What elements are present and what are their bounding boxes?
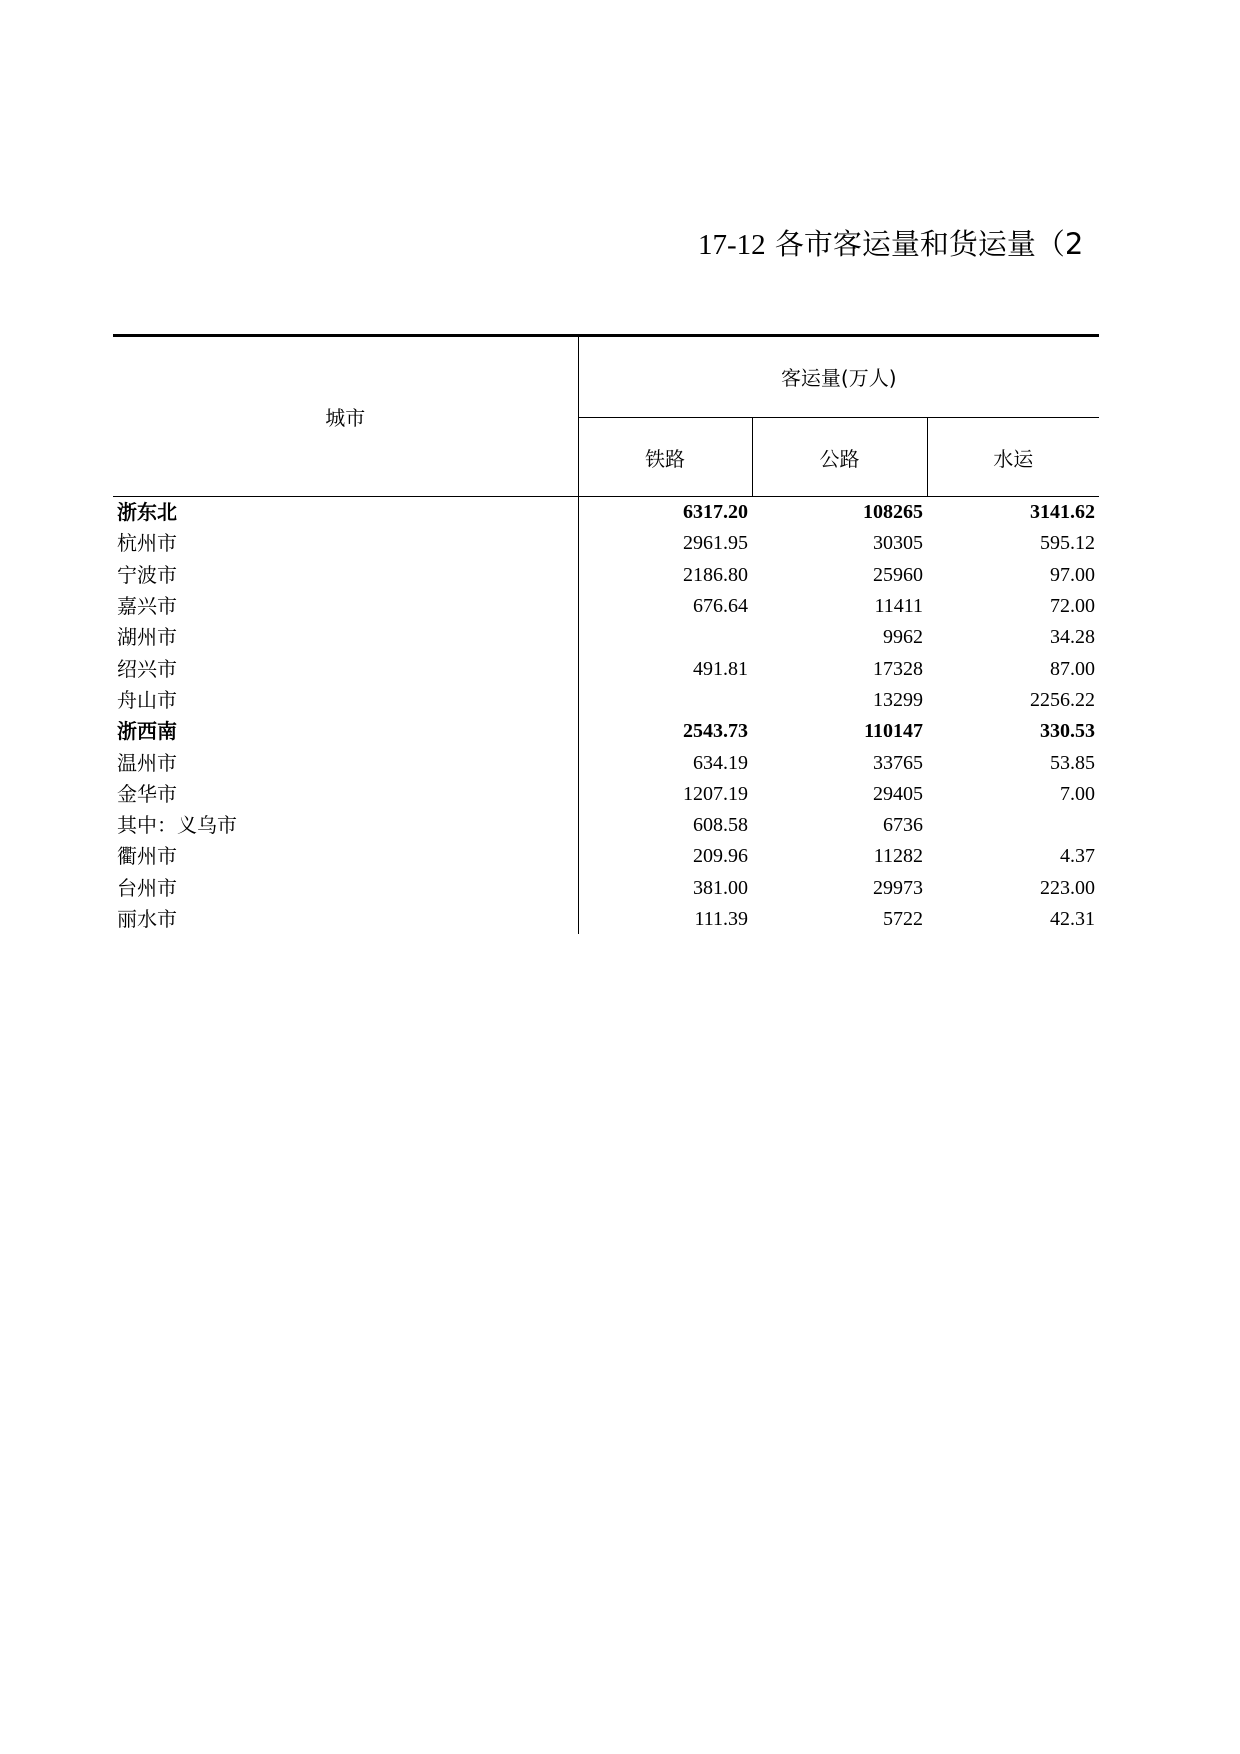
city-cell: 浙西南 bbox=[113, 716, 578, 747]
rail-value-cell: 608.58 bbox=[693, 814, 748, 837]
data-table-container bbox=[113, 334, 1099, 934]
rail-value-cell: 1207.19 bbox=[683, 782, 748, 805]
rail-value-cell: 2961.95 bbox=[683, 532, 748, 555]
city-column-header: 城市 bbox=[113, 336, 578, 497]
road-value-cell: 25960 bbox=[873, 563, 923, 586]
city-cell: 舟山市 bbox=[113, 685, 578, 716]
table-row bbox=[113, 810, 1099, 841]
table-row bbox=[113, 685, 1099, 716]
rail-value-cell: 491.81 bbox=[693, 657, 748, 680]
rail-value-cell: 209.96 bbox=[693, 845, 748, 868]
city-cell: 绍兴市 bbox=[113, 653, 578, 684]
table-row bbox=[113, 528, 1099, 559]
water-value-cell: 223.00 bbox=[1040, 876, 1095, 899]
road-value-cell: 5722 bbox=[752, 904, 927, 934]
table-row bbox=[113, 497, 1099, 529]
water-value-cell: 53.85 bbox=[1050, 751, 1095, 774]
road-value-cell: 30305 bbox=[873, 532, 923, 555]
city-cell: 金华市 bbox=[113, 779, 578, 810]
water-value-cell: 330.53 bbox=[1040, 720, 1095, 743]
road-value-cell: 108265 bbox=[863, 501, 923, 524]
water-value-cell bbox=[927, 810, 1099, 841]
table-row bbox=[113, 591, 1099, 622]
city-cell: 浙东北 bbox=[113, 497, 578, 529]
city-cell: 嘉兴市 bbox=[113, 591, 578, 622]
table-row bbox=[113, 716, 1099, 747]
road-value-cell: 9962 bbox=[883, 626, 923, 649]
table-row bbox=[113, 873, 1099, 904]
passenger-volume-group-header: 客运量(万人) bbox=[578, 336, 1099, 418]
rail-value-cell bbox=[578, 622, 752, 653]
road-value-cell: 17328 bbox=[873, 657, 923, 680]
table-body bbox=[113, 497, 1099, 935]
road-value-cell: 110147 bbox=[864, 720, 923, 743]
rail-value-cell: 6317.20 bbox=[683, 501, 748, 524]
water-value-cell: 42.31 bbox=[927, 904, 1099, 934]
rail-value-cell: 381.00 bbox=[693, 876, 748, 899]
city-cell: 台州市 bbox=[113, 873, 578, 904]
rail-value-cell: 2186.80 bbox=[683, 563, 748, 586]
rail-value-cell: 2543.73 bbox=[683, 720, 748, 743]
city-cell: 湖州市 bbox=[113, 622, 578, 653]
road-column-header: 公路 bbox=[752, 418, 927, 497]
rail-column-header: 铁路 bbox=[578, 418, 752, 497]
road-value-cell: 11411 bbox=[874, 595, 923, 618]
table-row bbox=[113, 560, 1099, 591]
table-row bbox=[113, 653, 1099, 684]
water-column-header: 水运 bbox=[927, 418, 1099, 497]
city-cell: 杭州市 bbox=[113, 528, 578, 559]
water-value-cell: 7.00 bbox=[1060, 782, 1095, 805]
road-value-cell: 13299 bbox=[873, 688, 923, 711]
road-value-cell: 29973 bbox=[873, 876, 923, 899]
table-row bbox=[113, 841, 1099, 872]
water-value-cell: 2256.22 bbox=[1030, 688, 1095, 711]
table-row bbox=[113, 747, 1099, 778]
rail-value-cell: 634.19 bbox=[693, 751, 748, 774]
rail-value-cell: 111.39 bbox=[578, 904, 752, 934]
water-value-cell: 595.12 bbox=[1040, 532, 1095, 555]
water-value-cell: 34.28 bbox=[1050, 626, 1095, 649]
road-value-cell: 11282 bbox=[873, 845, 923, 868]
passenger-volume-table bbox=[113, 334, 1099, 934]
water-value-cell: 97.00 bbox=[1050, 563, 1095, 586]
water-value-cell: 4.37 bbox=[1060, 845, 1095, 868]
title-text: 各市客运量和货运量（2 bbox=[774, 227, 1084, 261]
title-number: 17-12 bbox=[698, 229, 766, 261]
page-title bbox=[698, 222, 1098, 266]
table-row bbox=[113, 622, 1099, 653]
water-value-cell: 72.00 bbox=[1050, 595, 1095, 618]
road-value-cell: 29405 bbox=[873, 782, 923, 805]
city-cell: 温州市 bbox=[113, 747, 578, 778]
city-cell: 丽水市 bbox=[113, 904, 578, 934]
road-value-cell: 33765 bbox=[873, 751, 923, 774]
city-cell: 衢州市 bbox=[113, 841, 578, 872]
city-cell: 其中：义乌市 bbox=[113, 810, 578, 841]
city-cell: 宁波市 bbox=[113, 560, 578, 591]
rail-value-cell: 676.64 bbox=[693, 595, 748, 618]
water-value-cell: 87.00 bbox=[1050, 657, 1095, 680]
road-value-cell: 6736 bbox=[883, 814, 923, 837]
table-row bbox=[113, 779, 1099, 810]
water-value-cell: 3141.62 bbox=[1030, 501, 1095, 524]
table-row bbox=[113, 904, 1099, 934]
rail-value-cell bbox=[578, 685, 752, 716]
